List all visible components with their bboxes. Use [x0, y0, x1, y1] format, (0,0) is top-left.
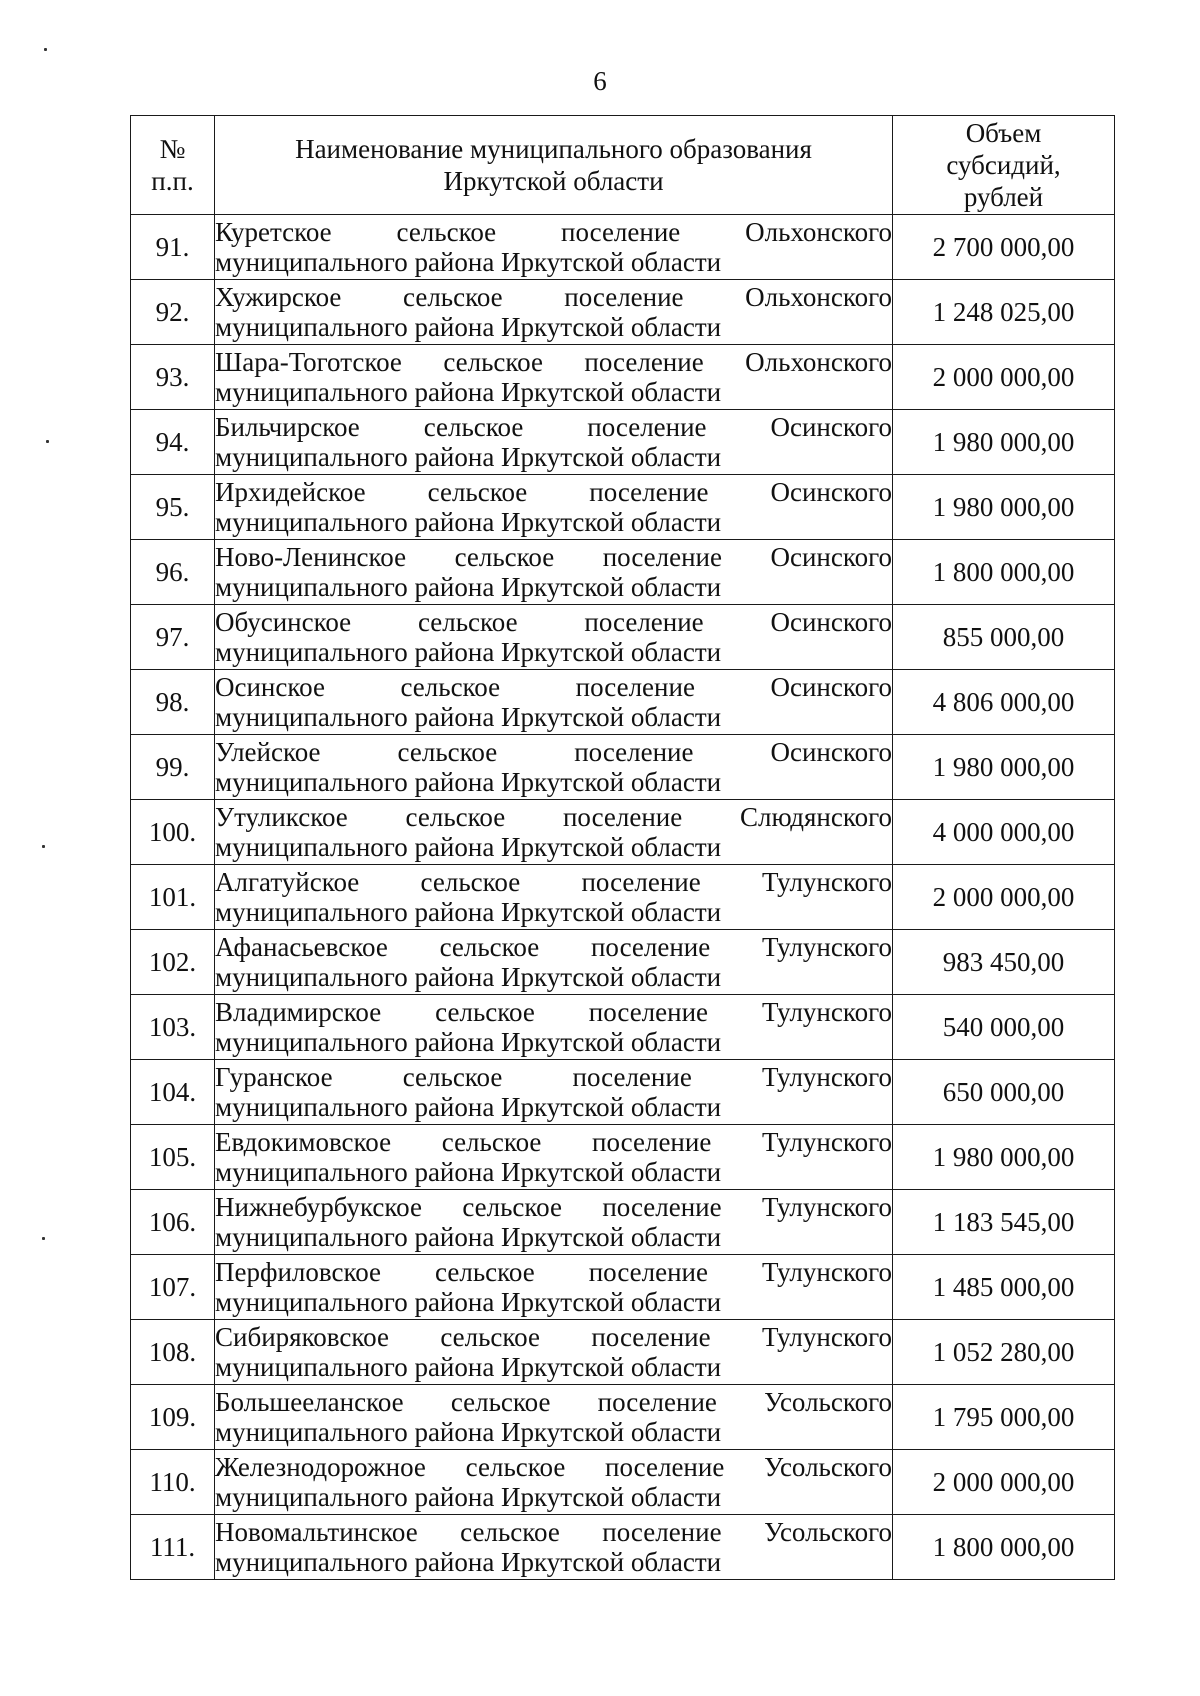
municipality-name	[215, 1515, 893, 1580]
subsidy-amount: 983 450,00	[893, 930, 1115, 995]
row-number: 94.	[131, 410, 215, 475]
municipality-name-line: Гуранское сельское поселение Тулунского	[215, 1062, 892, 1092]
subsidy-amount: 1 980 000,00	[893, 1125, 1115, 1190]
municipality-name-line: Ирхидейское сельское поселение Осинского	[215, 477, 892, 507]
municipality-name-line: Новомальтинское сельское поселение Усольского	[215, 1517, 892, 1547]
municipality-name-line: муниципального района Иркутской области	[215, 442, 722, 472]
row-number: 96.	[131, 540, 215, 605]
municipality-name-line: муниципального района Иркутской области	[215, 1352, 722, 1382]
table-row	[131, 670, 1115, 735]
municipality-name-line: Алгатуйское сельское поселение Тулунского	[215, 867, 892, 897]
row-number: 111.	[131, 1515, 215, 1580]
municipality-name	[215, 410, 893, 475]
row-number: 107.	[131, 1255, 215, 1320]
row-number: 101.	[131, 865, 215, 930]
municipality-name-line: муниципального района Иркутской области	[215, 572, 722, 602]
subsidy-amount: 2 000 000,00	[893, 1450, 1115, 1515]
header-name-line: Иркутской области	[443, 166, 664, 196]
subsidy-amount: 855 000,00	[893, 605, 1115, 670]
subsidy-amount: 1 980 000,00	[893, 475, 1115, 540]
municipality-name-line: муниципального района Иркутской области	[215, 767, 722, 797]
row-number: 92.	[131, 280, 215, 345]
municipality-name-line: Хужирское сельское поселение Ольхонского	[215, 282, 892, 312]
row-number: 110.	[131, 1450, 215, 1515]
municipality-name-line: Большееланское сельское поселение Усольского	[215, 1387, 892, 1417]
municipality-name	[215, 800, 893, 865]
municipality-name-line: муниципального района Иркутской области	[215, 1027, 722, 1057]
table-row	[131, 215, 1115, 280]
row-number: 93.	[131, 345, 215, 410]
municipality-name-line: муниципального района Иркутской области	[215, 1417, 722, 1447]
municipality-name-line: муниципального района Иркутской области	[215, 1157, 722, 1187]
table-row	[131, 1255, 1115, 1320]
table-row	[131, 1385, 1115, 1450]
subsidy-amount: 540 000,00	[893, 995, 1115, 1060]
municipality-name	[215, 540, 893, 605]
header-number-line: №	[159, 134, 186, 164]
subsidy-amount: 2 000 000,00	[893, 345, 1115, 410]
municipality-name-line: Железнодорожное сельское поселение Усольского	[215, 1452, 892, 1482]
row-number: 105.	[131, 1125, 215, 1190]
row-number: 108.	[131, 1320, 215, 1385]
municipality-name-line: муниципального района Иркутской области	[215, 1287, 722, 1317]
municipality-name	[215, 215, 893, 280]
row-number: 91.	[131, 215, 215, 280]
scan-speck	[42, 845, 45, 848]
municipality-name	[215, 280, 893, 345]
subsidy-amount: 1 052 280,00	[893, 1320, 1115, 1385]
municipality-name-line: муниципального района Иркутской области	[215, 507, 722, 537]
municipality-name	[215, 1125, 893, 1190]
subsidy-amount: 1 183 545,00	[893, 1190, 1115, 1255]
subsidy-amount: 2 000 000,00	[893, 865, 1115, 930]
municipality-name-line: Перфиловское сельское поселение Тулунского	[215, 1257, 892, 1287]
table-row	[131, 735, 1115, 800]
table-row	[131, 1190, 1115, 1255]
table-row	[131, 540, 1115, 605]
row-number: 102.	[131, 930, 215, 995]
municipality-name-line: муниципального района Иркутской области	[215, 1092, 722, 1122]
table-header-row	[131, 116, 1115, 215]
municipality-name-line: муниципального района Иркутской области	[215, 962, 722, 992]
row-number: 99.	[131, 735, 215, 800]
subsidy-amount: 1 248 025,00	[893, 280, 1115, 345]
municipality-name-line: муниципального района Иркутской области	[215, 897, 722, 927]
municipality-name	[215, 995, 893, 1060]
row-number: 95.	[131, 475, 215, 540]
municipality-name	[215, 670, 893, 735]
municipality-name-line: муниципального района Иркутской области	[215, 702, 722, 732]
row-number: 97.	[131, 605, 215, 670]
table-row	[131, 800, 1115, 865]
header-name-line: Наименование муниципального образования	[295, 134, 812, 164]
municipality-name-line: Ново-Ленинское сельское поселение Осинского	[215, 542, 892, 572]
subsidy-amount: 1 800 000,00	[893, 540, 1115, 605]
municipality-name	[215, 735, 893, 800]
subsidy-amount: 1 485 000,00	[893, 1255, 1115, 1320]
row-number: 103.	[131, 995, 215, 1060]
subsidy-amount: 1 795 000,00	[893, 1385, 1115, 1450]
subsidy-amount: 650 000,00	[893, 1060, 1115, 1125]
header-amount-line: субсидий,	[946, 150, 1061, 180]
municipality-name-line: Утуликское сельское поселение Слюдянского	[215, 802, 892, 832]
municipality-name-line: муниципального района Иркутской области	[215, 637, 722, 667]
municipality-name	[215, 930, 893, 995]
header-name	[215, 116, 893, 215]
row-number: 100.	[131, 800, 215, 865]
municipality-name	[215, 605, 893, 670]
municipality-name	[215, 1060, 893, 1125]
municipality-name-line: Обусинское сельское поселение Осинского	[215, 607, 892, 637]
table-body	[131, 215, 1115, 1580]
subsidy-amount: 1 980 000,00	[893, 410, 1115, 475]
row-number: 104.	[131, 1060, 215, 1125]
municipality-name-line: Осинское сельское поселение Осинского	[215, 672, 892, 702]
subsidy-amount: 1 800 000,00	[893, 1515, 1115, 1580]
row-number: 98.	[131, 670, 215, 735]
table-row	[131, 605, 1115, 670]
municipality-name-line: муниципального района Иркутской области	[215, 312, 722, 342]
municipality-name-line: муниципального района Иркутской области	[215, 377, 722, 407]
header-amount	[893, 116, 1115, 215]
scan-speck	[46, 440, 49, 443]
table-row	[131, 1320, 1115, 1385]
row-number: 106.	[131, 1190, 215, 1255]
municipality-name-line: Куретское сельское поселение Ольхонского	[215, 217, 892, 247]
municipality-name-line: муниципального района Иркутской области	[215, 1547, 722, 1577]
table-row	[131, 1450, 1115, 1515]
municipality-name	[215, 1450, 893, 1515]
subsidy-amount: 4 806 000,00	[893, 670, 1115, 735]
municipality-name	[215, 1320, 893, 1385]
header-amount-line: Объем	[965, 118, 1042, 148]
scan-speck	[42, 1237, 45, 1240]
municipality-name-line: Владимирское сельское поселение Тулунского	[215, 997, 892, 1027]
municipality-name	[215, 1255, 893, 1320]
municipality-name	[215, 1385, 893, 1450]
table-row	[131, 1060, 1115, 1125]
municipality-name	[215, 1190, 893, 1255]
row-number: 109.	[131, 1385, 215, 1450]
municipality-name	[215, 345, 893, 410]
header-amount-line: рублей	[963, 182, 1044, 212]
municipality-name-line: муниципального района Иркутской области	[215, 247, 722, 277]
municipality-name-line: муниципального района Иркутской области	[215, 832, 722, 862]
municipality-name-line: Афанасьевское сельское поселение Тулунского	[215, 932, 892, 962]
table-row	[131, 1125, 1115, 1190]
municipality-name-line: Евдокимовское сельское поселение Тулунского	[215, 1127, 892, 1157]
subsidies-table	[130, 115, 1115, 1580]
subsidy-amount: 1 980 000,00	[893, 735, 1115, 800]
subsidy-amount: 4 000 000,00	[893, 800, 1115, 865]
municipality-name	[215, 865, 893, 930]
table-row	[131, 280, 1115, 345]
subsidy-amount: 2 700 000,00	[893, 215, 1115, 280]
table-row	[131, 1515, 1115, 1580]
page-number: 6	[593, 66, 607, 96]
header-number-line: п.п.	[151, 166, 194, 196]
table-row	[131, 475, 1115, 540]
table-row	[131, 995, 1115, 1060]
scan-speck	[44, 48, 47, 51]
table-row	[131, 865, 1115, 930]
table-row	[131, 930, 1115, 995]
municipality-name-line: Нижнебурбукское сельское поселение Тулунского	[215, 1192, 892, 1222]
municipality-name-line: муниципального района Иркутской области	[215, 1482, 722, 1512]
municipality-name-line: Сибиряковское сельское поселение Тулунского	[215, 1322, 892, 1352]
table-row	[131, 410, 1115, 475]
municipality-name-line: Бильчирское сельское поселение Осинского	[215, 412, 892, 442]
municipality-name-line: Шара-Тоготское сельское поселение Ольхонского	[215, 347, 892, 377]
municipality-name-line: муниципального района Иркутской области	[215, 1222, 722, 1252]
municipality-name	[215, 475, 893, 540]
table-row	[131, 345, 1115, 410]
municipality-name-line: Улейское сельское поселение Осинского	[215, 737, 892, 767]
header-number	[131, 116, 215, 215]
